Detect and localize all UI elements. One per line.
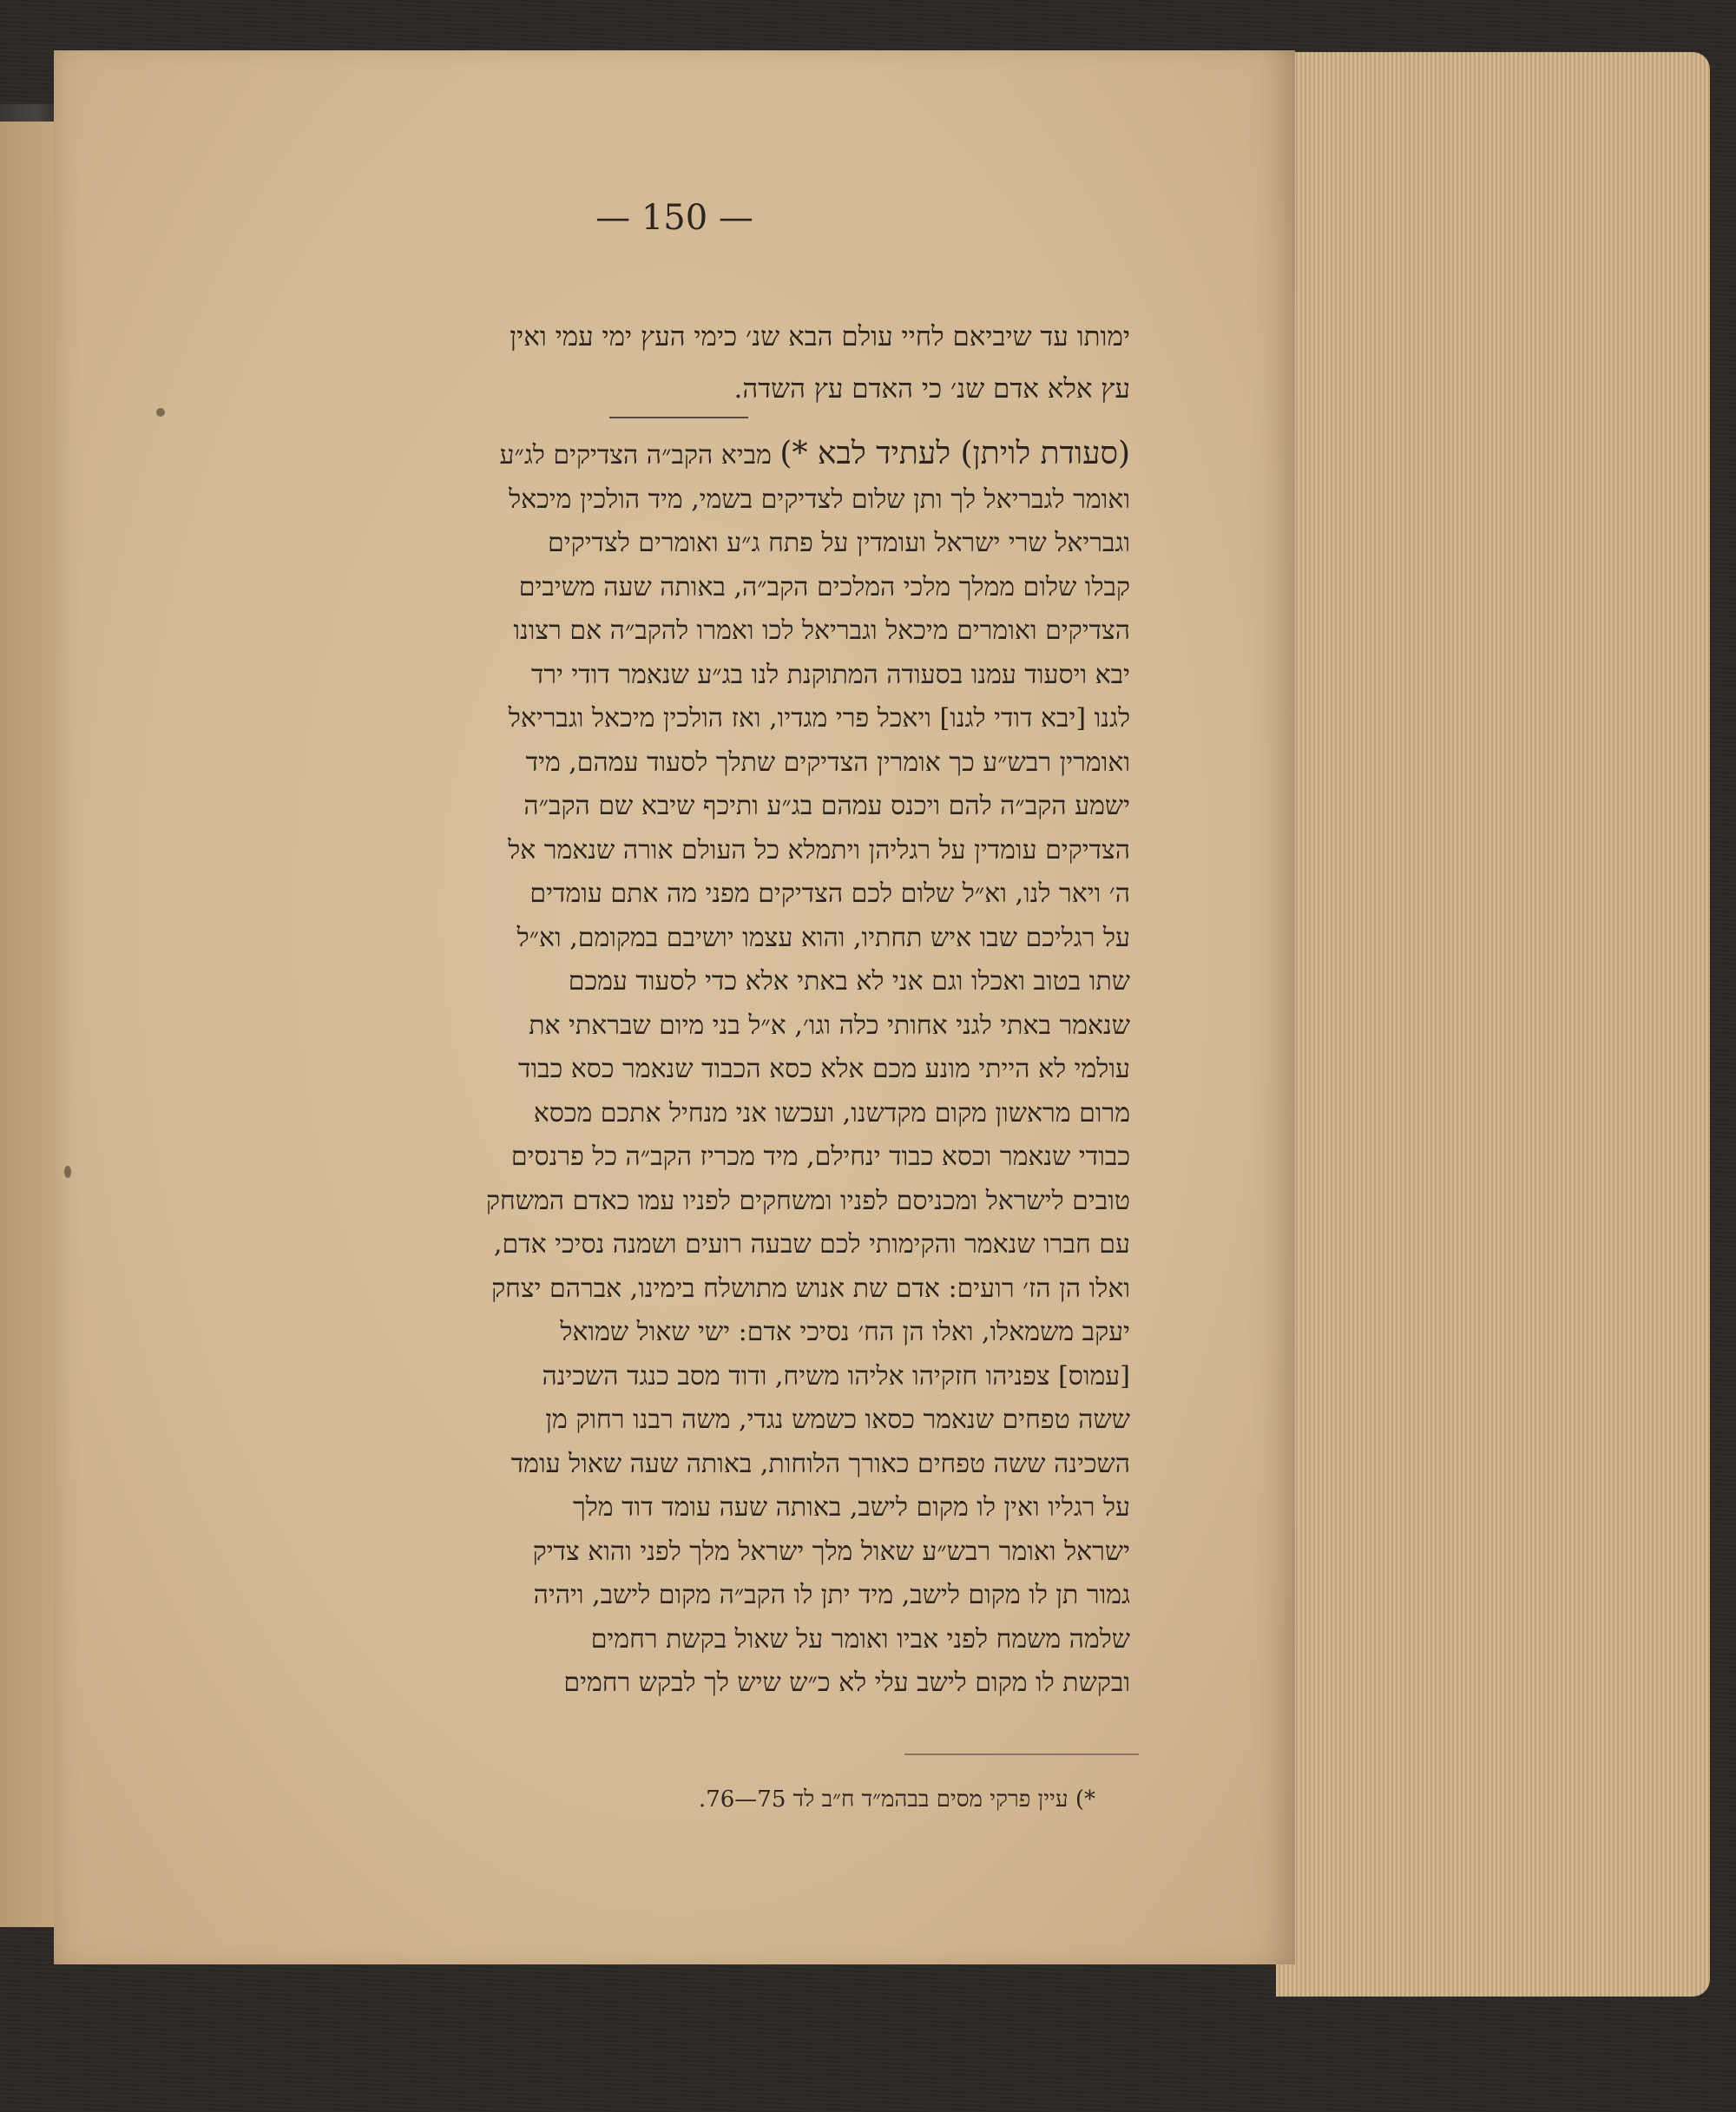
text-line: יבא ויסעוד עמנו בסעודה המתוקנת לנו בג״ע שנאמר דודי ירד	[530, 659, 1130, 690]
intro-line: עץ אלא אדם שנ׳ כי האדם עץ השדה.	[733, 373, 1130, 405]
intro-paragraph	[306, 311, 1130, 415]
text-line: ישמע הקב״ה להם ויכנס עמהם בג״ע ותיכף שיבא שם הקב״ה	[523, 791, 1130, 821]
text-line: טובים לישראל ומכניסם לפניו ומשחקים לפניו עמו כאדם המשחק	[485, 1185, 1130, 1216]
footnote-rule	[904, 1753, 1139, 1755]
text-line: עם חברו שנאמר והקימותי לכם שבעה רועים ושמנה נסיכי אדם,	[493, 1229, 1130, 1260]
footnote: *) עיין פרקי מסים בבהמ״ד ח״ב לד 75—76.	[698, 1786, 1095, 1813]
text-line: שתו בטוב ואכלו וגם אני לא באתי אלא כדי לסעוד עמכם	[568, 966, 1130, 997]
text-line: כבודי שנאמר וכסא כבוד ינחילם, מיד מכריז הקב״ה כל פרנסים	[510, 1142, 1130, 1172]
text-line: גמור תן לו מקום לישב, מיד יתן לו הקב״ה מקום לישב, ויהיה	[533, 1580, 1130, 1610]
text-line: שנאמר באתי לגני אחותי כלה וגו׳, א״ל בני מיום שבראתי את	[529, 1010, 1130, 1041]
text-line: ובקשת לו מקום לישב עלי לא כ״ש שיש לך לבקש רחמים	[563, 1668, 1130, 1698]
text-line: ואומר לגבריאל לך ותן שלום לצדיקים בשמי, מיד הולכין מיכאל	[509, 484, 1130, 515]
page-stack-edges	[1276, 52, 1710, 1997]
text-line: על רגליכם שבו איש תחתיו, והוא עצמו יושיבם במקומם, וא״ל	[516, 922, 1130, 953]
text-line: הצדיקים ואומרים מיכאל וגבריאל לכו ואמרו להקב״ה אם רצונו	[513, 615, 1130, 646]
text-line: ששה טפחים שנאמר כסאו כשמש נגדי, משה רבנו רחוק מן	[545, 1405, 1130, 1435]
intro-line: ימותו עד שיביאם לחיי עולם הבא שנ׳ כימי העץ ימי עמי ואין	[510, 321, 1130, 352]
text-line: לגנו [יבא דודי לגנו] ויאכל פרי מגדיו, ואז הולכין מיכאל וגבריאל	[508, 703, 1130, 734]
page-number: — 150 —	[595, 198, 753, 238]
ink-spot	[156, 408, 165, 417]
text-line: קבלו שלום ממלך מלכי המלכים הקב״ה, באותה שעה משיבים	[518, 571, 1130, 602]
text-line: ישראל ואומר רבש״ע שאול מלך ישראל מלך לפני והוא צדיק	[532, 1536, 1130, 1567]
text-line: וגבריאל שרי ישראל ועומדין על פתח ג״ע ואומרים לצדיקים	[548, 528, 1130, 558]
text-line: הצדיקים עומדין על רגליהן ויתמלא כל העולם אורה שנאמר אל	[508, 834, 1130, 865]
text-line: עולמי לא הייתי מונע מכם אלא כסא הכבוד שנאמר כסא כבוד	[518, 1054, 1130, 1084]
section-heading: (סעודת לויתן) לעתיד לבא *)	[779, 436, 1130, 471]
text-line: על רגליו ואין לו מקום לישב, באותה שעה עומד דוד מלך	[573, 1492, 1130, 1523]
book-page	[54, 50, 1295, 1964]
main-paragraph	[306, 432, 1130, 1706]
text-line: מרום מראשון מקום מקדשנו, ועכשו אני מנחיל אתכם מכסא	[533, 1097, 1130, 1128]
text-line: שלמה משמח לפני אביו ואומר על שאול בקשת רחמים	[590, 1623, 1130, 1655]
text-line: ה׳ ויאר לנו, וא״ל שלום לכם הצדיקים מפני מה אתם עומדים	[529, 878, 1130, 909]
main-first-line	[306, 432, 1130, 478]
text-line: [עמוס] צפניהו חזקיהו אליהו משיח, ודוד מסב כנגד השכינה	[542, 1360, 1130, 1392]
text-line: ואלו הן הז׳ רועים: אדם שת אנוש מתושלח בימינו, אברהם יצחק	[491, 1273, 1130, 1304]
text-line: יעקב משמאלו, ואלו הן הח׳ נסיכי אדם: ישי שאול שמואל	[560, 1317, 1130, 1347]
first-line-text: מביא הקב״ה הצדיקים לג״ע	[499, 440, 772, 470]
text-line: ואומרין רבש״ע כך אומרין הצדיקים שתלך לסעוד עמהם, מיד	[525, 747, 1130, 778]
text-line: השכינה ששה טפחים כאורך הלוחות, באותה שעה שאול עומד	[510, 1448, 1130, 1479]
section-divider	[609, 417, 748, 418]
ink-spot	[64, 1166, 71, 1178]
